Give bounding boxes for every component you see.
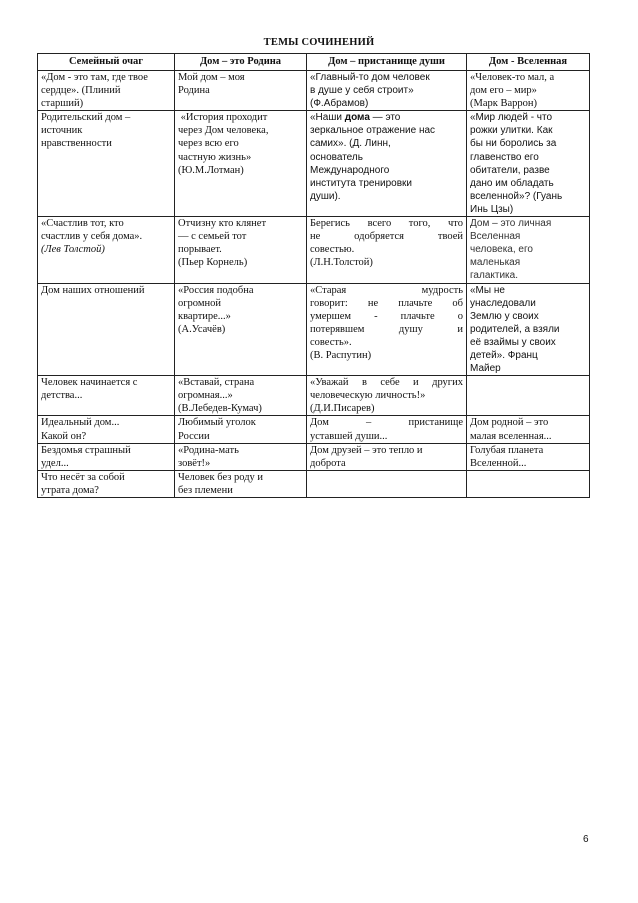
- table-cell: [307, 376, 467, 416]
- cell-line: частную жизнь»: [178, 151, 252, 163]
- table-cell: [175, 217, 307, 283]
- cell-line: Голубая планета: [470, 444, 544, 456]
- cell-line: «Главный-то дом человек: [310, 72, 430, 83]
- table-cell: [175, 443, 307, 470]
- cell-line: главенство его: [470, 151, 539, 163]
- cell-line: порывает.: [178, 244, 222, 256]
- table-cell: [175, 470, 307, 497]
- cell-line: (Ф.Абрамов): [310, 98, 369, 110]
- table-cell: [175, 283, 307, 376]
- table-cell: [38, 71, 175, 111]
- cell-line: Идеальный дом...: [41, 417, 120, 429]
- cell-line: (Ю.М.Лотман): [178, 164, 244, 176]
- cell-line: Дом – это личная: [470, 218, 552, 230]
- cell-line: унаследовали: [470, 297, 536, 309]
- table-cell: [307, 470, 467, 497]
- cell-line: счастлив у себя дома».: [41, 231, 143, 243]
- cell-line: галактика.: [470, 270, 518, 282]
- cell-line: основатель: [310, 151, 363, 163]
- cell-line: совестью.: [310, 244, 355, 256]
- table-cell: [467, 443, 590, 470]
- cell-line: Родина: [178, 85, 210, 97]
- cell-line: детей». Франц: [470, 349, 538, 361]
- table-cell: [38, 217, 175, 283]
- cell-line: в душе у себя строит»: [310, 85, 414, 97]
- cell-line: Дом наших отношений: [41, 284, 145, 296]
- table-cell: [307, 217, 467, 283]
- table-cell: [38, 470, 175, 497]
- cell-line: через всю его: [178, 138, 239, 150]
- cell-line: нравственности: [41, 138, 112, 150]
- cell-line: через Дом человека,: [178, 125, 269, 137]
- cell-line: Дом родной – это: [470, 417, 549, 429]
- cell-line: старший): [41, 98, 84, 110]
- table-cell: [467, 416, 590, 443]
- cell-line: Майер: [470, 363, 501, 375]
- table-cell: [467, 283, 590, 376]
- cell-line: не одобряется твоей: [310, 231, 463, 243]
- table-row: [38, 111, 590, 217]
- table-cell: [467, 470, 590, 497]
- table-cell: [175, 71, 307, 111]
- table-cell: [467, 71, 590, 111]
- cell-line: сердце». (Плиний: [41, 85, 121, 97]
- cell-line: Человек без роду и: [178, 471, 264, 483]
- cell-line: потерявшем душу и: [310, 323, 463, 335]
- quote-text: «Наши: [310, 112, 345, 124]
- table-cell: [175, 376, 307, 416]
- cell-line: обитатели, разве: [470, 164, 550, 176]
- cell-line: человеческую личность!»: [310, 390, 426, 402]
- cell-line: Землю у своих: [470, 310, 539, 322]
- cell-line: вселенной»? (Гуань: [470, 190, 563, 202]
- table-cell: [307, 416, 467, 443]
- cell-line: огромной: [178, 297, 221, 309]
- header-home-homeland: Дом – это Родина: [175, 54, 307, 71]
- table-cell: [38, 376, 175, 416]
- table-cell: [175, 111, 307, 217]
- table-row: [38, 416, 590, 443]
- table-cell: [307, 111, 467, 217]
- cell-line: «История проходит: [178, 112, 268, 124]
- cell-line: её взаймы у своих: [470, 336, 556, 348]
- cell-line: «Мир людей - что: [470, 112, 553, 124]
- cell-line: Мой дом – моя: [178, 72, 245, 83]
- cell-line: Дом – пристанище: [310, 417, 463, 429]
- table-cell: [38, 443, 175, 470]
- cell-line: «Дом - это там, где твое: [41, 72, 148, 83]
- header-family-hearth: Семейный очаг: [38, 54, 175, 71]
- cell-line: России: [178, 430, 210, 442]
- cell-line: источник: [41, 125, 83, 137]
- table-row: [38, 217, 590, 283]
- cell-line: доброта: [310, 457, 346, 469]
- cell-line: Берегись всего того, что: [310, 218, 463, 230]
- page-number: 6: [583, 834, 589, 845]
- table-row: [38, 470, 590, 497]
- essay-topics-table: [37, 53, 590, 498]
- cell-line: зовёт!»: [178, 457, 211, 469]
- cell-line: самих». (Д. Линн,: [310, 138, 391, 150]
- cell-line: «Уважай в себе и других: [310, 377, 463, 389]
- cell-line: Вселенная: [470, 231, 521, 243]
- cell-line: (А.Усачёв): [178, 323, 226, 335]
- cell-line: (Л.Н.Толстой): [310, 257, 373, 269]
- bold-word: дома: [344, 112, 370, 124]
- cell-line: дом его – мир»: [470, 85, 537, 97]
- cell-line: (Марк Варрон): [470, 98, 537, 110]
- table-cell: [38, 416, 175, 443]
- table-cell: [38, 283, 175, 376]
- table-cell: [307, 283, 467, 376]
- cell-line: говорит: не плачьте об: [310, 297, 463, 309]
- table-header-row: [38, 54, 590, 71]
- table-row: [38, 376, 590, 416]
- table-cell: [307, 443, 467, 470]
- cell-line: института тренировки: [310, 177, 412, 189]
- cell-line: Вселенной...: [470, 457, 527, 469]
- cell-line: Что несёт за собой: [41, 471, 125, 483]
- cell-line: Человек начинается с: [41, 377, 138, 389]
- cell-line: совесть».: [310, 336, 352, 348]
- table-row: [38, 443, 590, 470]
- cell-line: Родительский дом –: [41, 112, 131, 124]
- cell-line: Бездомья страшный: [41, 444, 131, 456]
- cell-line: «Старая мудрость: [310, 284, 463, 296]
- cell-line: «Вставай, страна: [178, 377, 255, 389]
- table-cell: [467, 376, 590, 416]
- cell-line: квартире...»: [178, 310, 231, 322]
- cell-line: без племени: [178, 484, 233, 496]
- cell-line: Какой он?: [41, 430, 87, 442]
- quote-text: — это: [369, 112, 401, 124]
- cell-line: дано им обладать: [470, 177, 554, 189]
- cell-line: человека, его: [470, 244, 533, 256]
- cell-line: (Д.И.Писарев): [310, 403, 375, 415]
- cell-line: уставшей души...: [310, 430, 388, 442]
- cell-line: зеркальное отражение нас: [310, 125, 436, 137]
- cell-line: (В. Распутин): [310, 349, 372, 361]
- cell-line: души).: [310, 190, 341, 202]
- table-row: [38, 283, 590, 376]
- cell-line: Международного: [310, 164, 390, 176]
- table-row: [38, 71, 590, 111]
- cell-line: «Счастлив тот, кто: [41, 218, 124, 230]
- cell-line: бы ни боролись за: [470, 138, 557, 150]
- cell-line: огромная...»: [178, 390, 233, 402]
- header-home-universe: Дом - Вселенная: [467, 54, 590, 71]
- cell-line: маленькая: [470, 257, 521, 269]
- cell-line: «Россия подобна: [178, 284, 254, 296]
- header-home-soul-refuge: Дом – пристанище души: [307, 54, 467, 71]
- cell-line: умершем - плачьте о: [310, 310, 463, 322]
- cell-line: «Человек-то мал, а: [470, 72, 555, 83]
- document-title: ТЕМЫ СОЧИНЕНИЙ: [263, 37, 375, 48]
- cell-line: Любимый уголок: [178, 417, 256, 429]
- cell-line: [310, 111, 463, 124]
- table-cell: [175, 416, 307, 443]
- cell-line: — с семьей тот: [178, 231, 247, 243]
- cell-line: удел...: [41, 457, 69, 469]
- cell-line: родителей, а взяли: [470, 323, 560, 335]
- cell-line: Инь Цзы): [470, 203, 514, 215]
- cell-line: малая вселенная...: [470, 430, 552, 442]
- cell-line: (Пьер Корнель): [178, 257, 248, 269]
- cell-line: рожки улитки. Как: [470, 125, 553, 137]
- cell-line: «Мы не: [470, 284, 505, 296]
- cell-line: Отчизну кто клянет: [178, 218, 267, 230]
- table-cell: [467, 111, 590, 217]
- cell-line: (В.Лебедев-Кумач): [178, 403, 262, 415]
- table-cell: [38, 111, 175, 217]
- cell-line: «Родина-мать: [178, 444, 239, 456]
- cell-line: Дом друзей – это тепло и: [310, 444, 423, 456]
- cell-line: детства...: [41, 390, 83, 402]
- table-cell: [467, 217, 590, 283]
- author-name: (Лев Толстой): [41, 244, 105, 256]
- table-cell: [307, 71, 467, 111]
- cell-line: утрата дома?: [41, 484, 99, 496]
